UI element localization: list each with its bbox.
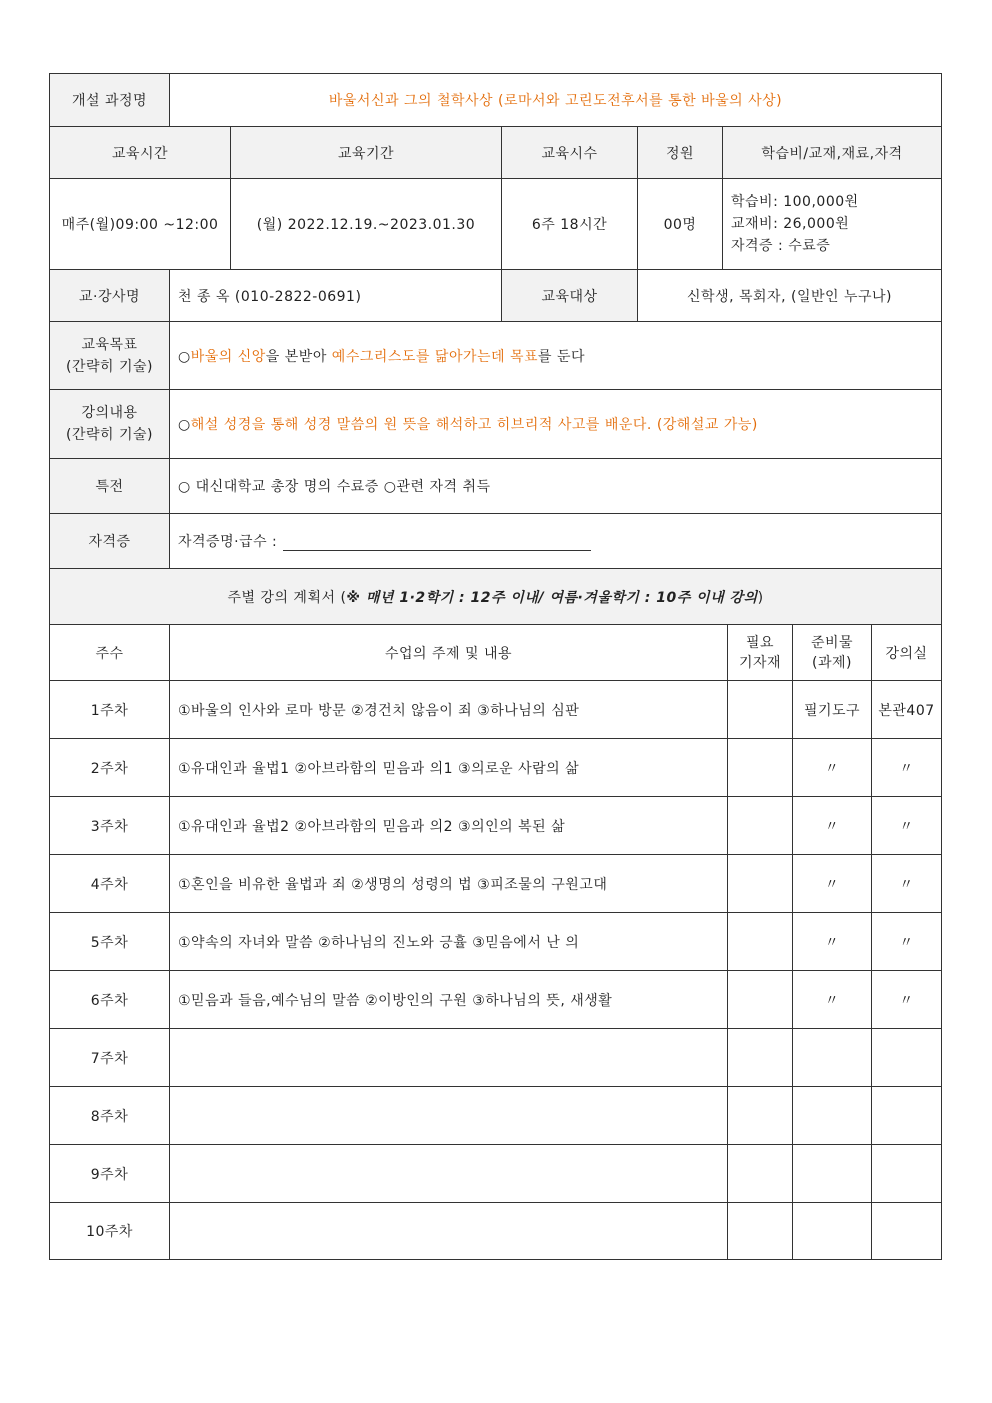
benefit-label: 특전 [50, 459, 170, 514]
goal-part3: 예수그리스도를 닮아가는데 목표 [331, 348, 539, 365]
course-plan-form [49, 73, 942, 1260]
plan-title-prefix: 주별 강의 계획서 ( [227, 589, 347, 606]
period-value: (월) 2022.12.19.~2023.01.30 [231, 179, 502, 270]
week-room [872, 1145, 942, 1203]
certificate-text: 자격증명·급수 : [178, 534, 278, 550]
col-equip [728, 625, 793, 681]
week-number: 6주차 [50, 971, 170, 1029]
week-number: 2주차 [50, 739, 170, 797]
week-room: 〃 [872, 971, 942, 1029]
week-equip [728, 855, 793, 913]
table-row [50, 1029, 942, 1087]
certificate-value [170, 514, 942, 569]
goal-part4: 를 둔다 [538, 348, 586, 365]
week-prep: 〃 [793, 797, 872, 855]
content-label-line2: (간략히 기술) [66, 427, 153, 443]
week-room: 〃 [872, 913, 942, 971]
week-room [872, 1029, 942, 1087]
col-equip-line2: 기자재 [738, 654, 782, 671]
plan-title-row [50, 569, 942, 625]
goal-value [170, 322, 942, 390]
time-value: 매주(월)09:00 ~12:00 [50, 179, 231, 270]
benefit-row [50, 459, 942, 514]
week-number: 4주차 [50, 855, 170, 913]
course-name-value: 바울서신과 그의 철학사상 (로마서와 고린도전후서를 통한 바울의 사상) [170, 74, 942, 127]
col-prep [793, 625, 872, 681]
fee-textbook: 교재비: 26,000원 [731, 216, 850, 232]
week-number: 8주차 [50, 1087, 170, 1145]
week-number: 10주차 [50, 1203, 170, 1260]
plan-title-suffix: ) [757, 589, 764, 606]
certificate-blank-line [283, 536, 591, 551]
fee-certificate: 자격증 : 수료증 [731, 238, 831, 254]
week-equip [728, 1029, 793, 1087]
week-prep: 〃 [793, 739, 872, 797]
week-prep: 필기도구 [793, 681, 872, 739]
capacity-label: 정원 [638, 127, 723, 179]
content-label [50, 390, 170, 459]
content-row [50, 390, 942, 459]
target-value: 신학생, 목회자, (일반인 누구나) [638, 270, 942, 322]
week-equip [728, 971, 793, 1029]
week-number: 7주차 [50, 1029, 170, 1087]
week-topic: ①유대인과 율법1 ②아브라함의 믿음과 의1 ③의로운 사람의 삶 [170, 739, 728, 797]
week-equip [728, 1145, 793, 1203]
week-prep [793, 1145, 872, 1203]
week-number: 5주차 [50, 913, 170, 971]
capacity-value: 00명 [638, 179, 723, 270]
col-prep-line2: (과제) [812, 654, 852, 671]
week-topic [170, 1087, 728, 1145]
week-topic: ①약속의 자녀와 말씀 ②하나님의 진노와 긍휼 ③믿음에서 난 의 [170, 913, 728, 971]
course-name-label: 개설 과정명 [50, 74, 170, 127]
content-label-line1: 강의내용 [81, 405, 138, 421]
week-prep [793, 1203, 872, 1260]
week-topic: ①바울의 인사와 로마 방문 ②경건치 않음이 죄 ③하나님의 심판 [170, 681, 728, 739]
info-value-row [50, 179, 942, 270]
goal-row [50, 322, 942, 390]
week-equip [728, 1203, 793, 1260]
table-row [50, 681, 942, 739]
col-equip-line1: 필요 [745, 634, 775, 651]
content-value [170, 390, 942, 459]
benefit-value: ○ 대신대학교 총장 명의 수료증 ○관련 자격 취득 [170, 459, 942, 514]
col-week: 주수 [50, 625, 170, 681]
week-equip [728, 739, 793, 797]
week-topic [170, 1029, 728, 1087]
goal-bullet: ○ [178, 348, 191, 365]
course-name-row [50, 74, 942, 127]
week-number: 1주차 [50, 681, 170, 739]
week-number: 3주차 [50, 797, 170, 855]
table-row [50, 1087, 942, 1145]
goal-label-line2: (간략히 기술) [66, 358, 153, 375]
certificate-row [50, 514, 942, 569]
hours-value: 6주 18시간 [502, 179, 638, 270]
week-equip [728, 797, 793, 855]
week-topic [170, 1203, 728, 1260]
table-row [50, 913, 942, 971]
week-topic: ①혼인을 비유한 율법과 죄 ②생명의 성령의 법 ③피조물의 구원고대 [170, 855, 728, 913]
content-bullet: ○ [178, 417, 191, 433]
week-prep [793, 1029, 872, 1087]
fee-label: 학습비/교재,재료,자격 [723, 127, 942, 179]
target-label: 교육대상 [502, 270, 638, 322]
fee-value [723, 179, 942, 270]
week-prep: 〃 [793, 913, 872, 971]
fee-tuition: 학습비: 100,000원 [731, 194, 859, 210]
time-label: 교육시간 [50, 127, 231, 179]
instructor-row [50, 270, 942, 322]
plan-header-row [50, 625, 942, 681]
table-row [50, 971, 942, 1029]
certificate-label: 자격증 [50, 514, 170, 569]
week-number: 9주차 [50, 1145, 170, 1203]
week-prep: 〃 [793, 855, 872, 913]
table-row [50, 1145, 942, 1203]
week-room [872, 1087, 942, 1145]
week-room: 〃 [872, 797, 942, 855]
week-topic [170, 1145, 728, 1203]
week-equip [728, 1087, 793, 1145]
instructor-label: 교·강사명 [50, 270, 170, 322]
week-room [872, 1203, 942, 1260]
plan-title [50, 569, 942, 625]
goal-label [50, 322, 170, 390]
table-row [50, 739, 942, 797]
week-equip [728, 913, 793, 971]
week-topic: ①유대인과 율법2 ②아브라함의 믿음과 의2 ③의인의 복된 삶 [170, 797, 728, 855]
instructor-value: 천 종 옥 (010-2822-0691) [170, 270, 502, 322]
period-label: 교육기간 [231, 127, 502, 179]
goal-label-line1: 교육목표 [81, 336, 138, 353]
goal-part2: 을 본받아 [265, 348, 332, 365]
week-room: 〃 [872, 855, 942, 913]
plan-title-note: ※ 매년 1·2학기 : 12주 이내/ 여름·겨울학기 : 10주 이내 강의 [346, 589, 758, 606]
hours-label: 교육시수 [502, 127, 638, 179]
week-room: 본관407 [872, 681, 942, 739]
week-room: 〃 [872, 739, 942, 797]
col-room: 강의실 [872, 625, 942, 681]
col-topic: 수업의 주제 및 내용 [170, 625, 728, 681]
table-row [50, 797, 942, 855]
info-header-row [50, 127, 942, 179]
week-topic: ①믿음과 들음,예수님의 말씀 ②이방인의 구원 ③하나님의 뜻, 새생활 [170, 971, 728, 1029]
week-prep: 〃 [793, 971, 872, 1029]
table-row [50, 1203, 942, 1260]
goal-part1: 바울의 신앙 [190, 348, 266, 365]
week-equip [728, 681, 793, 739]
week-prep [793, 1087, 872, 1145]
content-text: 해설 성경을 통해 성경 말씀의 원 뜻을 해석하고 히브리적 사고를 배운다. (강해설교 가능) [190, 417, 758, 433]
table-row [50, 855, 942, 913]
col-prep-line1: 준비물 [810, 634, 854, 651]
